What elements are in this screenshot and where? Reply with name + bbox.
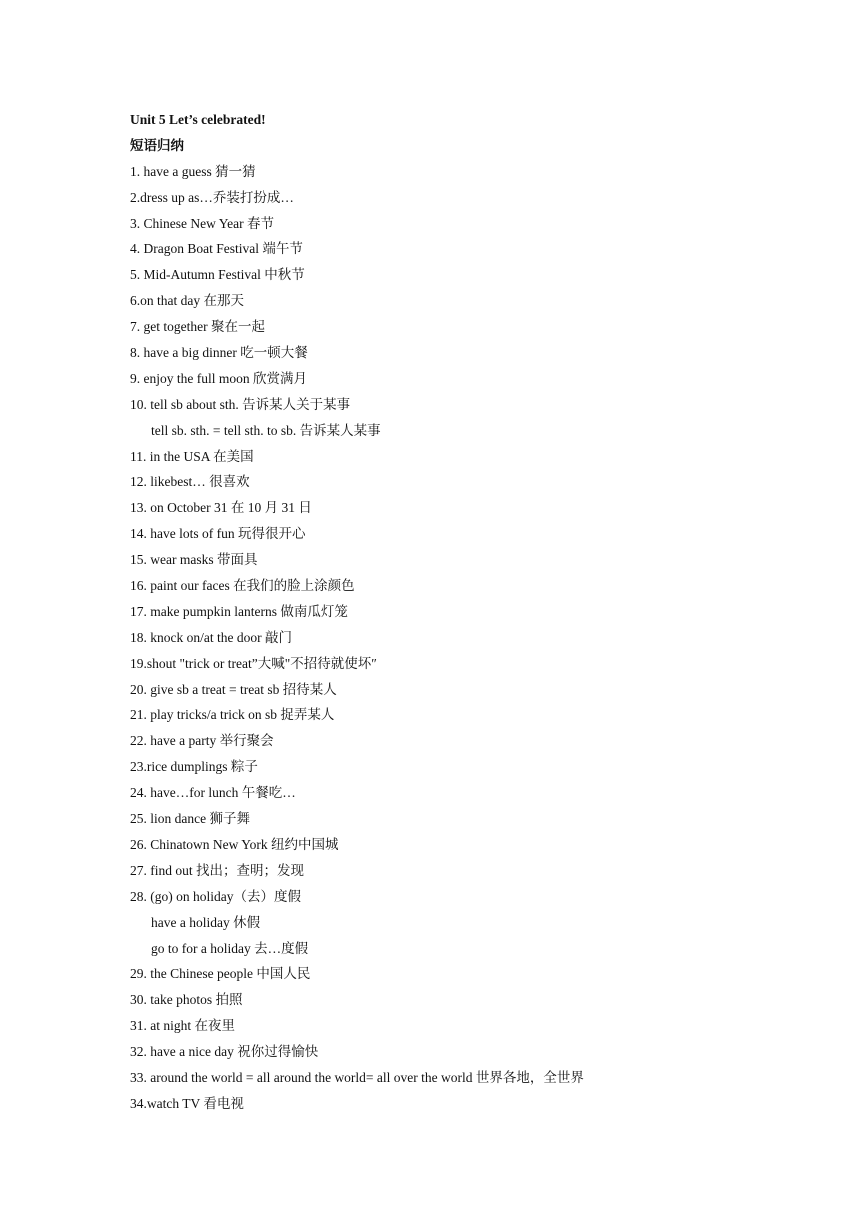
unit-title: Unit 5 Let’s celebrated! [130, 112, 266, 127]
phrase-line: 8. have a big dinner 吃一顿大餐 [130, 345, 308, 361]
phrase-line: 10. tell sb about sth. 告诉某人关于某事 [130, 396, 351, 412]
phrase-line: 26. Chinatown New York 纽约中国城 [130, 836, 339, 852]
phrase-line: 31. at night 在夜里 [130, 1018, 235, 1034]
phrase-line: 25. lion dance 狮子舞 [130, 811, 250, 827]
phrase-line: 13. on October 31 在 10 月 31 日 [130, 500, 312, 516]
phrase-line: 30. take photos 拍照 [130, 992, 243, 1008]
phrase-line: 18. knock on/at the door 敲门 [130, 629, 292, 645]
phrase-line: 1. have a guess 猜一猜 [130, 163, 256, 179]
phrase-line: 23.rice dumplings 粽子 [130, 759, 258, 775]
phrase-line: 5. Mid-Autumn Festival 中秋节 [130, 267, 305, 283]
phrase-line: 2.dress up as…乔装打扮成… [130, 189, 294, 205]
phrase-line: 6.on that day 在那天 [130, 293, 244, 309]
phrase-sub-line: have a holiday 休假 [151, 914, 261, 930]
phrase-line: 15. wear masks 带面具 [130, 552, 258, 568]
phrase-line: 33. around the world = all around the world= all over the world 世界各地，全世界 [130, 1069, 584, 1085]
phrase-line: 17. make pumpkin lanterns 做南瓜灯笼 [130, 603, 348, 619]
phrase-line: 27. find out 找出；查明；发现 [130, 862, 304, 878]
phrase-line: 28. (go) on holiday（去）度假 [130, 888, 301, 904]
phrase-sub-line: tell sb. sth. = tell sth. to sb. 告诉某人某事 [151, 422, 381, 438]
phrase-line: 14. have lots of fun 玩得很开心 [130, 526, 306, 542]
phrase-line: 4. Dragon Boat Festival 端午节 [130, 241, 303, 257]
phrase-line: 7. get together 聚在一起 [130, 319, 265, 335]
phrase-line: 29. the Chinese people 中国人民 [130, 966, 311, 982]
phrase-line: 16. paint our faces 在我们的脸上涂颜色 [130, 578, 355, 594]
phrase-list [130, 107, 810, 1117]
section-heading: 短语归纳 [130, 137, 184, 153]
phrase-line: 34.watch TV 看电视 [130, 1095, 244, 1111]
phrase-line: 20. give sb a treat = treat sb 招待某人 [130, 681, 337, 697]
phrase-line: 24. have…for lunch 午餐吃… [130, 785, 296, 801]
phrase-line: 12. likebest… 很喜欢 [130, 474, 250, 490]
phrase-line: 21. play tricks/a trick on sb 捉弄某人 [130, 707, 335, 723]
phrase-line: 32. have a nice day 祝你过得愉快 [130, 1044, 319, 1060]
phrase-sub-line: go to for a holiday 去…度假 [151, 940, 309, 956]
phrase-line: 11. in the USA 在美国 [130, 448, 254, 464]
phrase-line: 9. enjoy the full moon 欣赏满月 [130, 370, 307, 386]
phrase-line: 22. have a party 举行聚会 [130, 733, 274, 749]
phrase-line: 3. Chinese New Year 春节 [130, 215, 274, 231]
phrase-line: 19.shout "trick or treat”大喊"不招待就使坏″ [130, 655, 377, 671]
